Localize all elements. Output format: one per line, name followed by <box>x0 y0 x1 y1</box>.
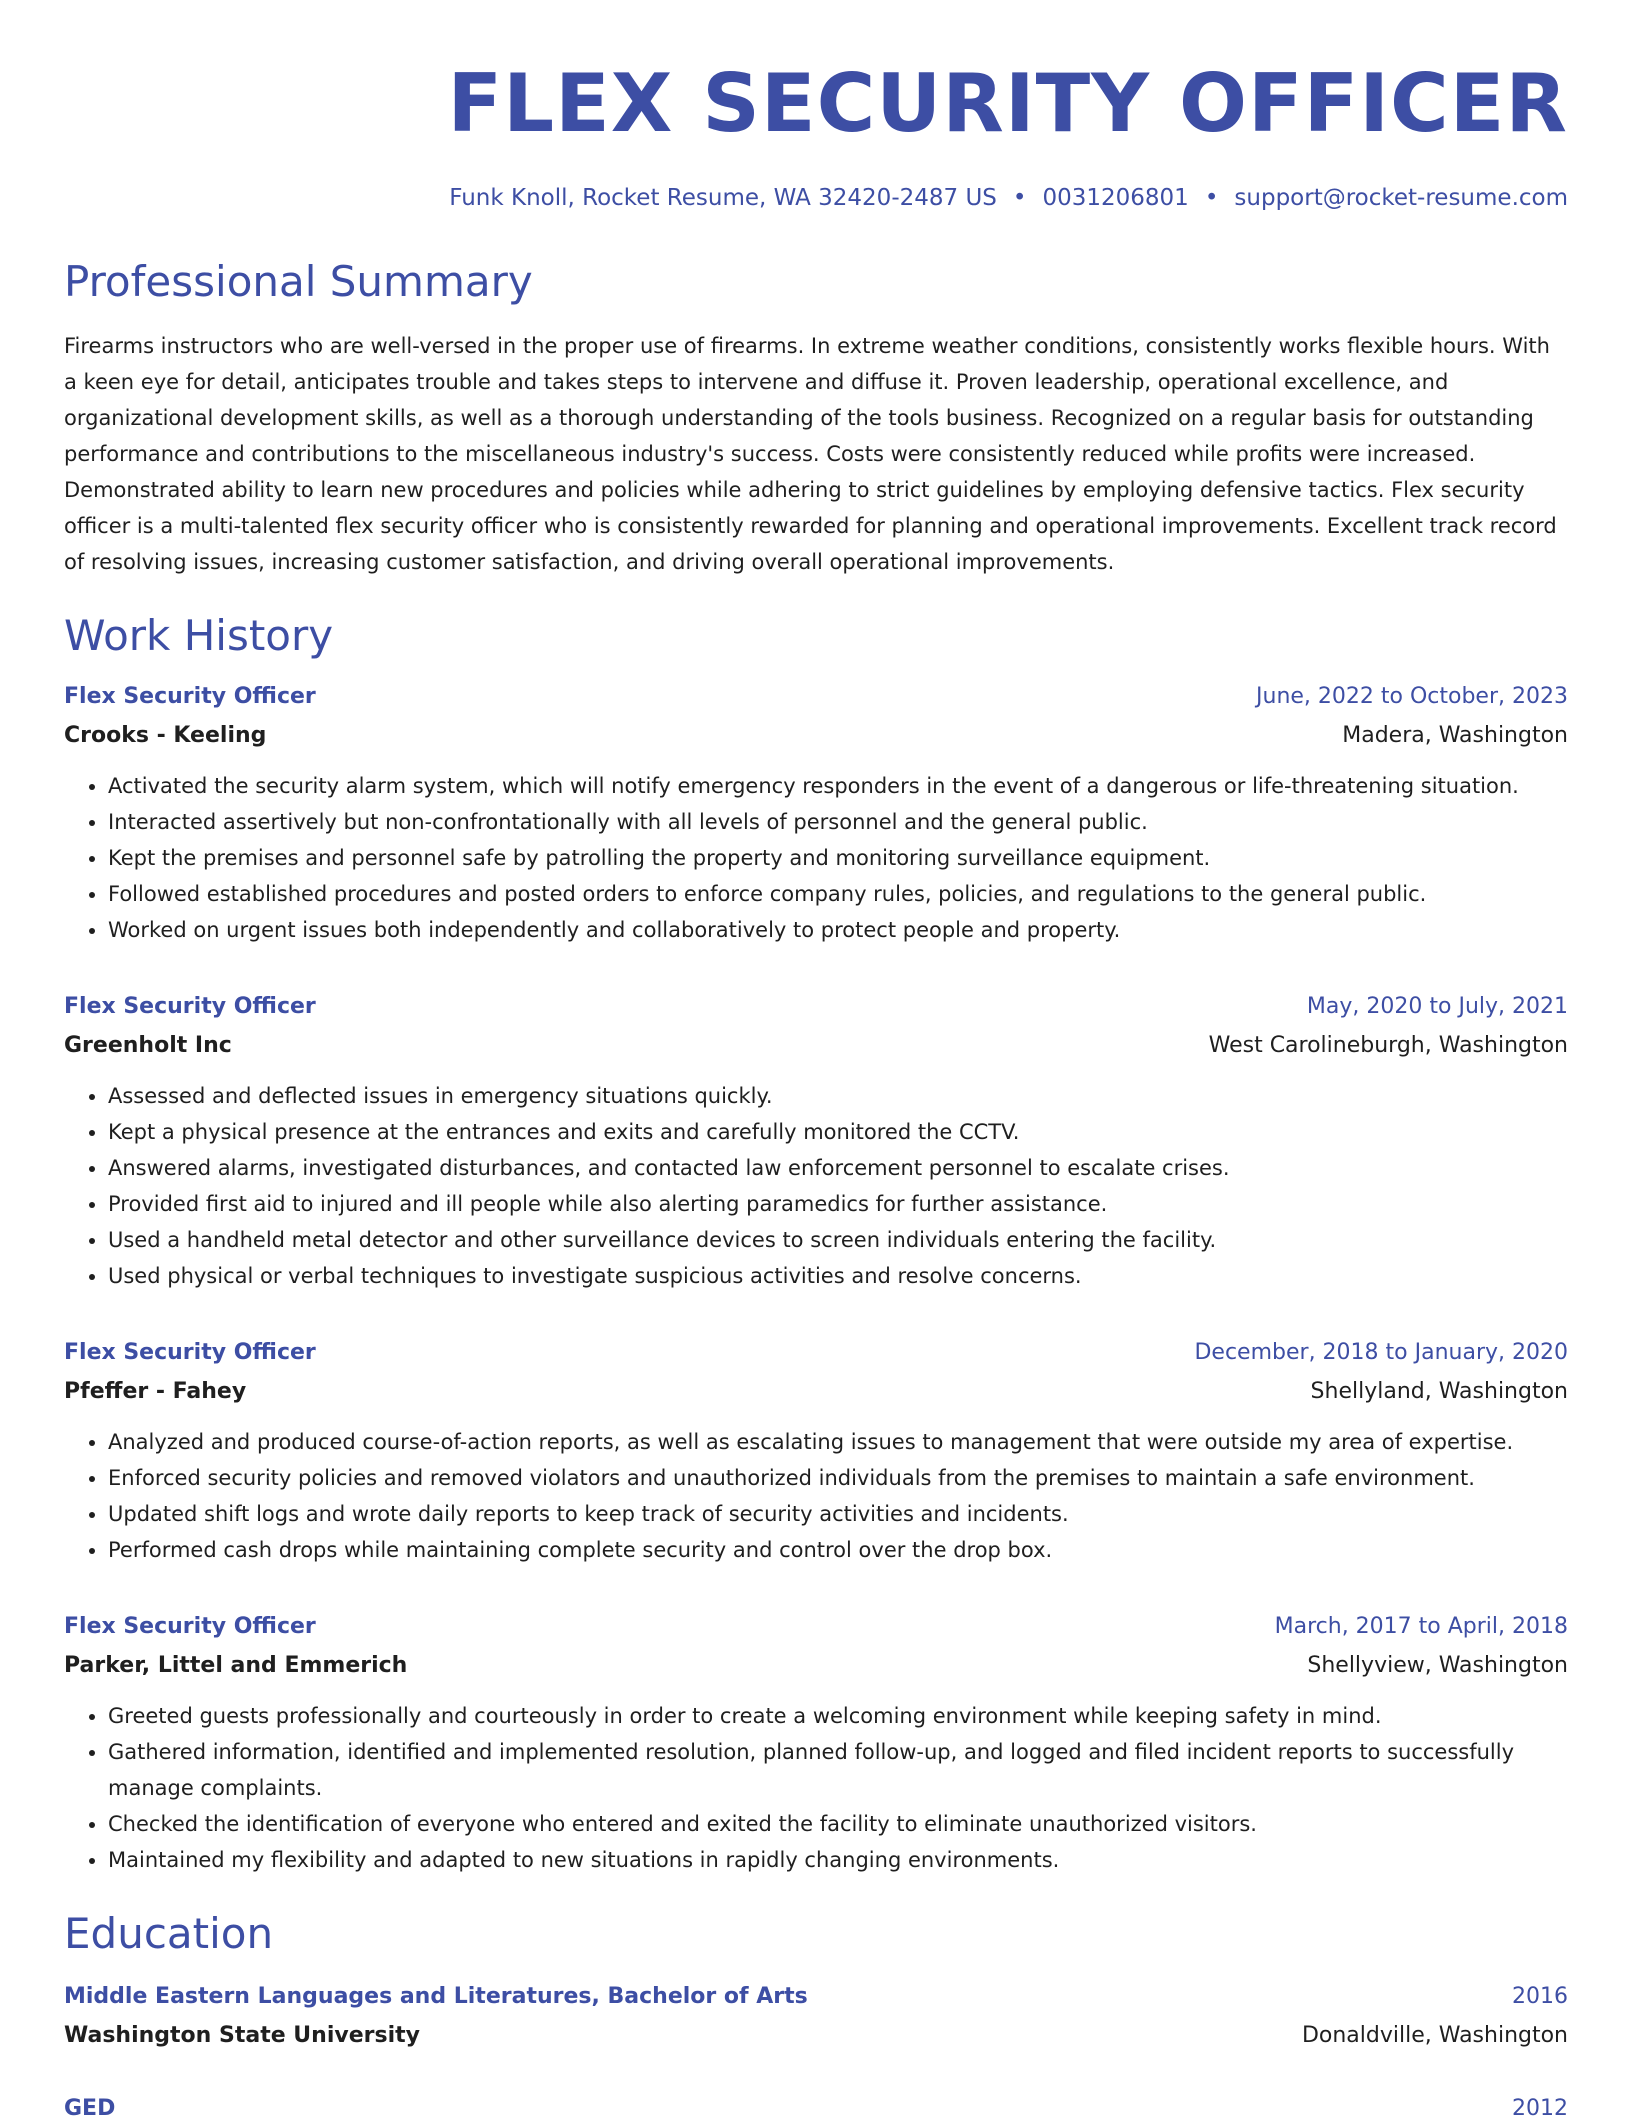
education-heading: Education <box>64 1909 274 1958</box>
job-bullet: • Performed cash drops while maintaining complete security and control over the drop box. <box>108 1532 1568 1568</box>
education-location: Donaldville, Washington <box>1301 2023 1568 2048</box>
education-year: 2016 <box>1512 1984 1568 2009</box>
education-degree: Middle Eastern Languages and Literatures, Bachelor of Arts <box>64 1984 808 2009</box>
job-role: Flex Security Officer <box>64 1614 316 1639</box>
job-company: Parker, Littel and Emmerich <box>64 1653 408 1678</box>
job-bullet: • Greeted guests professionally and courteously in order to create a welcoming environment while keeping safety in mind. <box>108 1698 1568 1734</box>
job-bullet: • Enforced security policies and removed violators and unauthorized individuals from the premises to maintain a safe environment. <box>108 1460 1568 1496</box>
job-bullets <box>64 1078 1568 1294</box>
work-history-heading: Work History <box>64 611 334 660</box>
job-bullets <box>64 1424 1568 1568</box>
resume-header <box>64 0 1568 214</box>
job-bullet: • Used physical or verbal techniques to investigate suspicious activities and resolve concerns. <box>108 1258 1568 1294</box>
education-entry <box>64 2090 1568 2128</box>
education-degree: GED <box>64 2096 116 2121</box>
job-dates: May, 2020 to July, 2021 <box>1306 994 1568 1019</box>
job-bullet: • Kept a physical presence at the entrances and exits and carefully monitored the CCTV. <box>108 1114 1568 1150</box>
summary-heading: Professional Summary <box>64 257 533 306</box>
job-entry <box>64 988 1568 1294</box>
job-role: Flex Security Officer <box>64 994 316 1019</box>
job-role: Flex Security Officer <box>64 1340 316 1365</box>
job-entry <box>64 678 1568 948</box>
job-dates: December, 2018 to January, 2020 <box>1194 1340 1568 1365</box>
job-bullet: • Followed established procedures and posted orders to enforce company rules, policies, and regulations to the general public. <box>108 876 1568 912</box>
job-role: Flex Security Officer <box>64 684 316 709</box>
job-bullet: • Provided first aid to injured and ill people while also alerting paramedics for further assistance. <box>108 1186 1568 1222</box>
job-bullet: • Assessed and deflected issues in emergency situations quickly. <box>108 1078 1568 1114</box>
education-entry <box>64 1978 1568 2056</box>
contact-phone[interactable]: 0031206801 <box>1042 185 1189 211</box>
summary-text: Firearms instructors who are well-versed in the proper use of firearms. In extreme weather conditions, consistently works flexible hours. With a keen eye for detail, anticipates trouble and takes steps to intervene and diffuse it. Proven leadership, operational excellence, and organizational development skills, as well as a thorough understanding of the tools business. Recognized on a regular basis for outstanding performance and contributions to the miscellaneous industry's success. Costs were consistently reduced while profits were increased. Demonstrated ability to learn new procedures and policies while adhering to strict guidelines by employing defensive tactics. Flex security officer is a multi-talented flex security officer who is consistently rewarded for planning and operational improvements. Excellent track record of resolving issues, increasing customer satisfaction, and driving overall operational improvements. <box>64 334 1557 574</box>
job-bullets <box>64 768 1568 948</box>
job-dates: June, 2022 to October, 2023 <box>1256 684 1568 709</box>
job-company: Crooks - Keeling <box>64 723 267 748</box>
job-bullet: • Updated shift logs and wrote daily reports to keep track of security activities and incidents. <box>108 1496 1568 1532</box>
job-bullet: • Kept the premises and personnel safe by patrolling the property and monitoring surveillance equipment. <box>108 840 1568 876</box>
job-company: Pfeffer - Fahey <box>64 1379 247 1404</box>
job-bullet: • Worked on urgent issues both independently and collaboratively to protect people and property. <box>108 912 1568 948</box>
contact-separator: • <box>1204 185 1219 211</box>
job-location: West Carolineburgh, Washington <box>1208 1033 1568 1058</box>
job-dates: March, 2017 to April, 2018 <box>1274 1614 1568 1639</box>
job-location: Shellyland, Washington <box>1310 1379 1568 1404</box>
job-bullet: • Answered alarms, investigated disturbances, and contacted law enforcement personnel to escalate crises. <box>108 1150 1568 1186</box>
contact-line <box>64 182 1568 214</box>
candidate-title: FLEX SECURITY OFFICER <box>447 57 1568 150</box>
contact-email[interactable]: support@rocket-resume.com <box>1234 185 1568 211</box>
job-bullet: • Interacted assertively but non-confrontationally with all levels of personnel and the general public. <box>108 804 1568 840</box>
education-year: 2012 <box>1512 2096 1568 2121</box>
job-bullets <box>64 1698 1568 1878</box>
job-bullet: • Activated the security alarm system, which will notify emergency responders in the event of a dangerous or life-threatening situation. <box>108 768 1568 804</box>
contact-address: Funk Knoll, Rocket Resume, WA 32420-2487 US <box>449 185 997 211</box>
job-bullet: • Used a handheld metal detector and other surveillance devices to screen individuals entering the facility. <box>108 1222 1568 1258</box>
job-bullet: • Analyzed and produced course-of-action reports, as well as escalating issues to management that were outside my area of expertise. <box>108 1424 1568 1460</box>
job-entry <box>64 1608 1568 1878</box>
contact-separator: • <box>1012 185 1027 211</box>
job-bullet: • Checked the identification of everyone who entered and exited the facility to eliminate unauthorized visitors. <box>108 1806 1568 1842</box>
job-location: Madera, Washington <box>1342 723 1568 748</box>
job-company: Greenholt Inc <box>64 1033 232 1058</box>
job-location: Shellyview, Washington <box>1307 1653 1568 1678</box>
education-school: Washington State University <box>64 2023 420 2048</box>
job-bullet: • Maintained my flexibility and adapted to new situations in rapidly changing environments. <box>108 1842 1568 1878</box>
job-entry <box>64 1334 1568 1568</box>
job-bullet: • Gathered information, identified and implemented resolution, planned follow-up, and logged and filed incident reports to successfully manage complaints. <box>108 1734 1568 1806</box>
